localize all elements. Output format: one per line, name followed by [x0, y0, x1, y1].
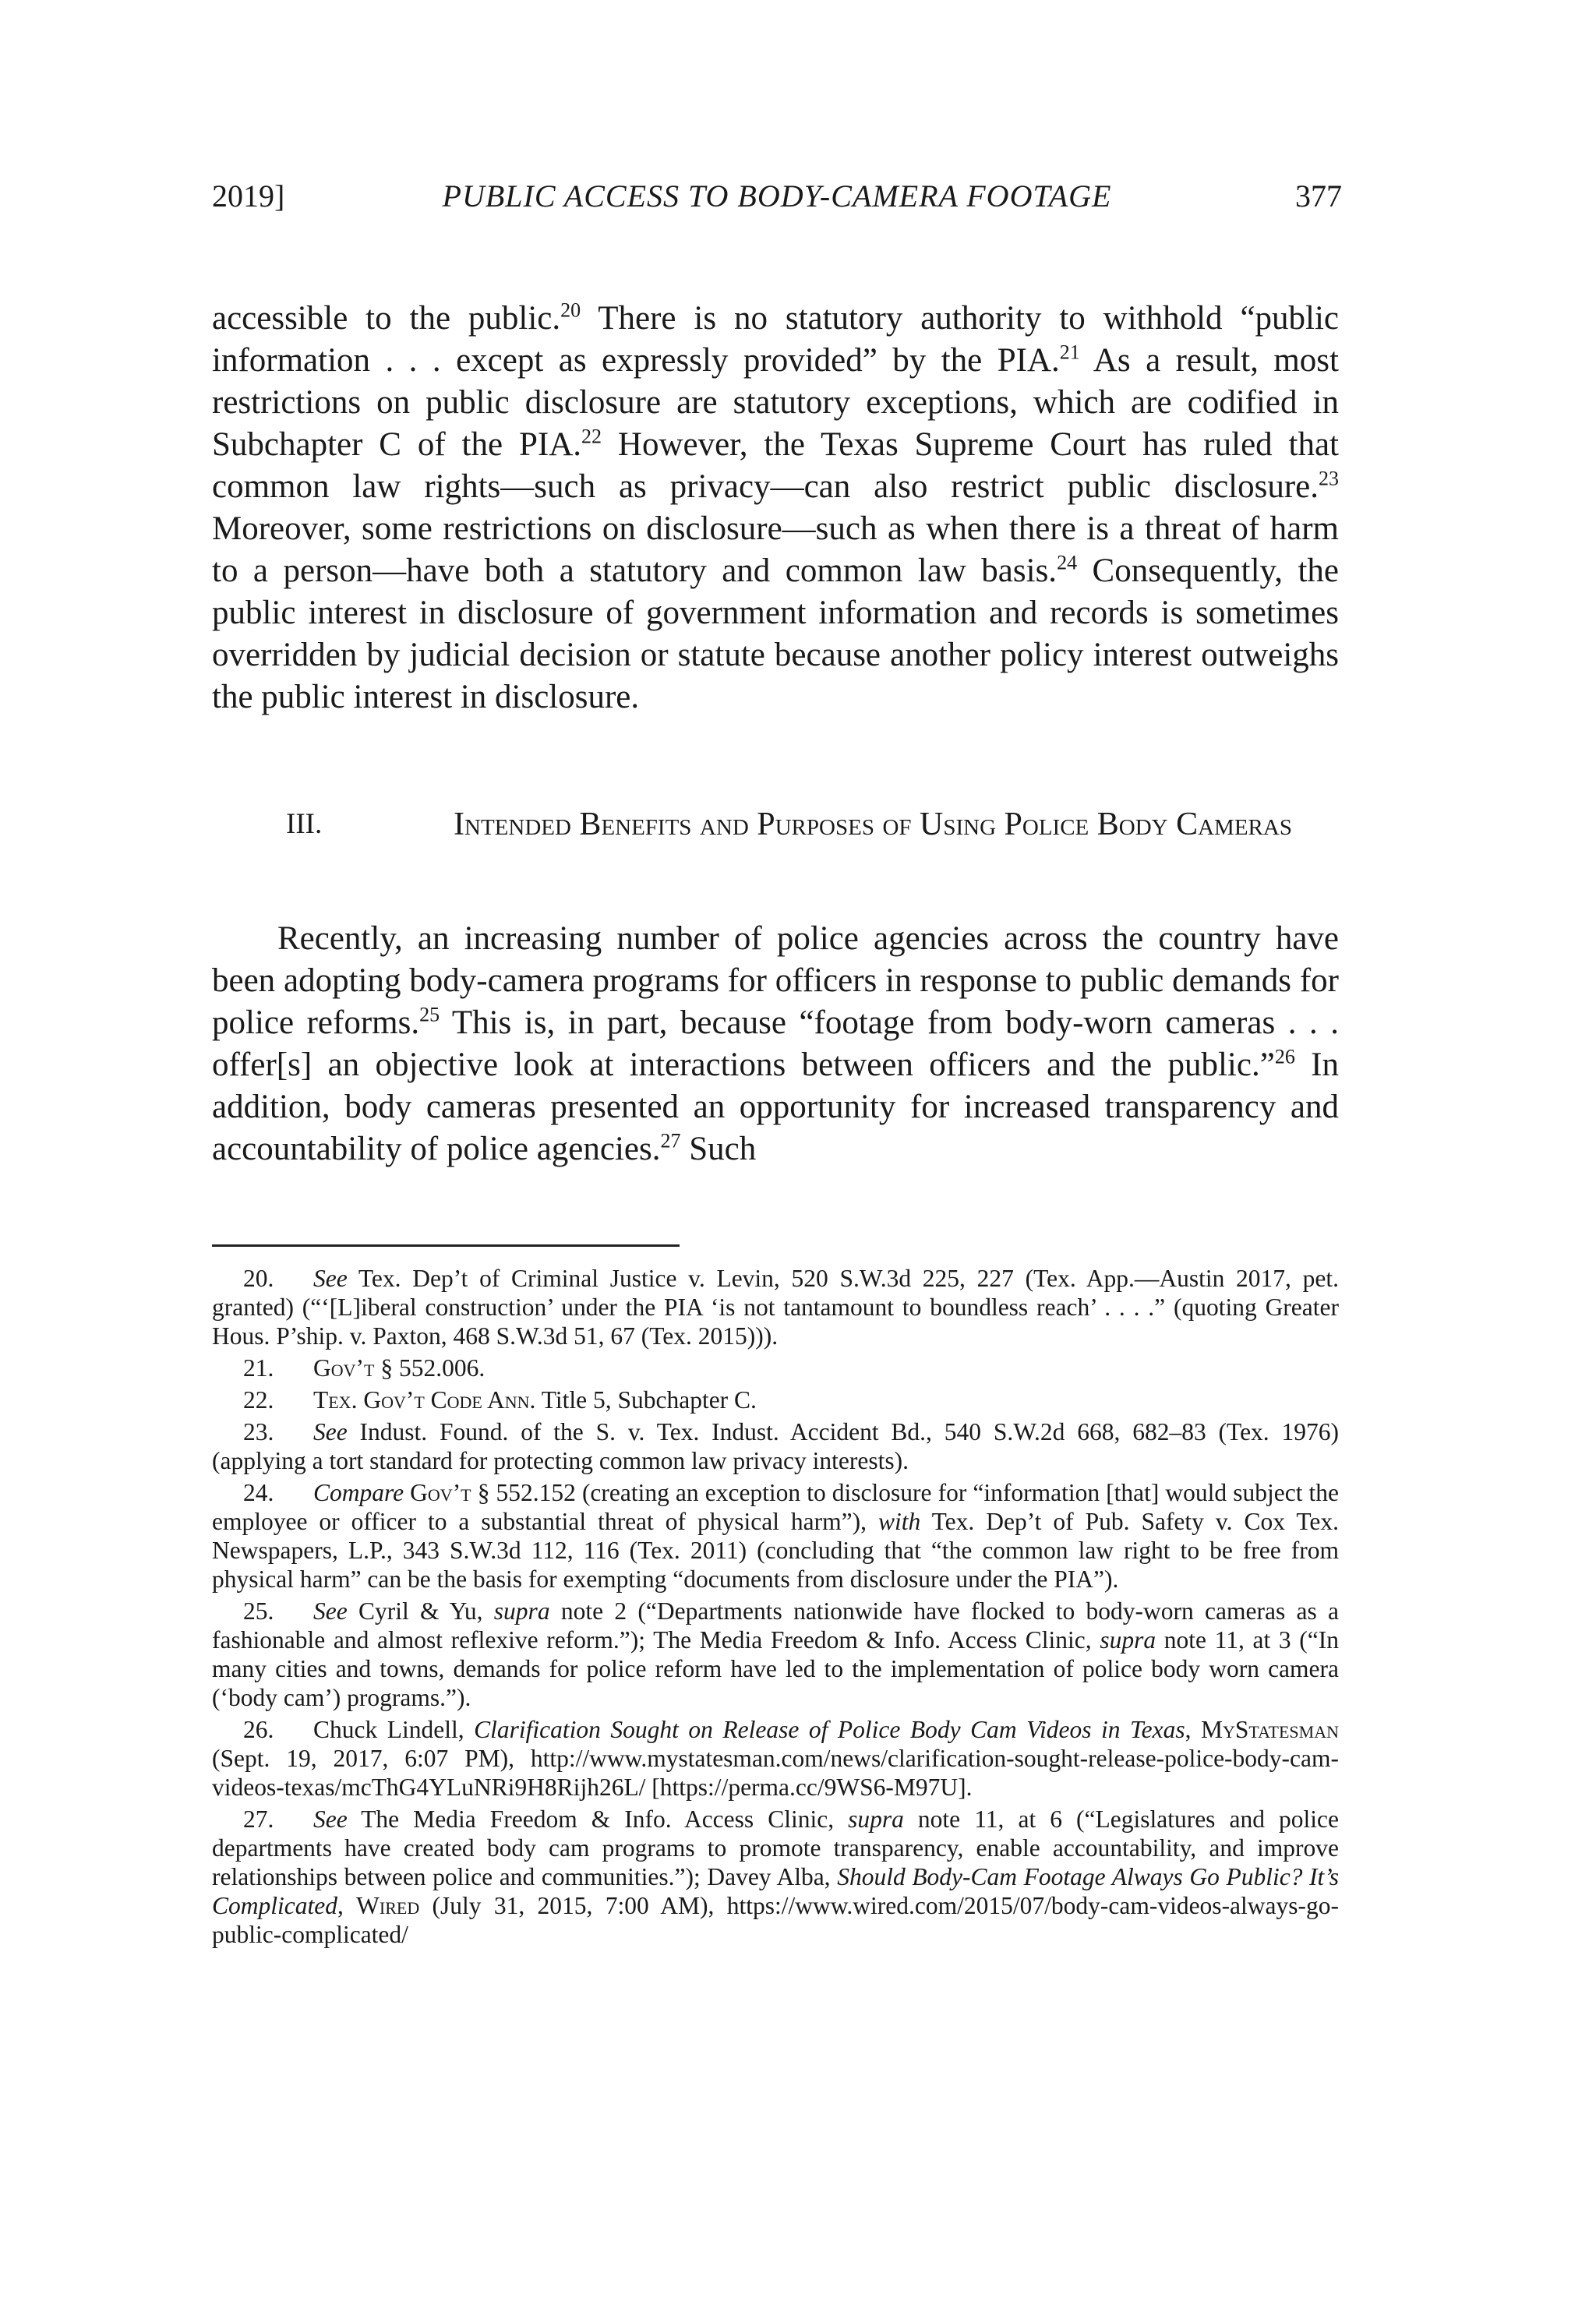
footnote-ref-20[interactable]: 20 — [560, 298, 581, 322]
page-number: 377 — [1295, 178, 1342, 214]
footnote-21: 21. Gov’t § 552.006. — [243, 1354, 486, 1382]
footnote-ref-24[interactable]: 24 — [1057, 551, 1078, 574]
footnote-ref-25[interactable]: 25 — [419, 1003, 440, 1026]
section-number: III. — [286, 808, 323, 840]
footnote-23: 23. See Indust. Found. of the S. v. Tex. Indust. Accident Bd., 540 S.W.2d 668, 682–83 (Tex. 1976) (applying a tort standard for protecting common law privacy interests). — [212, 1418, 1339, 1474]
section-heading — [212, 803, 1339, 846]
section-title: Intended Benefits and Purposes of Using Police Body Cameras — [454, 807, 1292, 842]
footnote-22: 22. Tex. Gov’t Code Ann. Title 5, Subchapter C. — [243, 1386, 757, 1414]
footnote-ref-23[interactable]: 23 — [1319, 467, 1339, 490]
footnote-26: 26. Chuck Lindell, Clarification Sought on Release of Police Body Cam Videos in Texas, MyStatesman (Sept. 19, 2017, 6:07 PM), http://www.mystatesman.com/news/clarification-sought-release-police-body-cam-videos-texas/mcThG4YLuNRi9H8Rijh26L/ [https://perma.cc/9WS6-M97U]. — [212, 1716, 1339, 1801]
footnote-24: 24. Compare Gov’t § 552.152 (creating an exception to disclosure for “information [that] would subject the employee or officer to a substantial threat of physical harm”), with Tex. Dep’t of Pub. Safety v. Cox Tex. Newspapers, L.P., 343 S.W.3d 112, 116 (Tex. 2011) (concluding that “the common law right to be free from physical harm” can be the basis for exempting “documents from disclosure under the PIA”). — [212, 1479, 1340, 1593]
running-header — [212, 178, 1342, 224]
header-title: PUBLIC ACCESS TO BODY-CAMERA FOOTAGE — [442, 178, 1112, 214]
footnotes — [212, 1264, 1339, 1952]
body-paragraph-2: Recently, an increasing number of police agencies across the country have been adopting body-camera programs for officers in response to public demands for police reforms.$^{25}$ This is, in part, because “footage from body-worn cameras . . . offer[s] an objective look at interactions between officers and the public.”$^{26}$ In addition, body cameras presented an opportunity for increased transparency and accountability of police agencies.$^{27}$ Such — [212, 920, 1339, 1167]
header-year: 2019] — [212, 178, 285, 214]
footnote-20: 20. See Tex. Dep’t of Criminal Justice v. Levin, 520 S.W.3d 225, 227 (Tex. App.—Austin 2017, pet. granted) (“‘[L]iberal construction’ under the PIA ‘is not tantamount to boundless reach’ . . . .” (quoting Greater Hous. P’ship. v. Paxton, 468 S.W.3d 51, 67 (Tex. 2015))). — [212, 1265, 1339, 1350]
body-paragraph-1: accessible to the public.$^{20}$ There is no statutory authority to withhold “public information . . . except as expressly provided” by the PIA.$^{21}$ As a result, most restrictions on public disclosure are statutory exceptions, which are codified in Subchapter C of the PIA.$^{22}$ However, the Texas Supreme Court has ruled that common law rights—such as privacy—can also restrict public disclosure.$^{23}$ Moreover, some restrictions on disclosure—such as when there is a threat of harm to a person—have both a statutory and common law basis.$^{24}$ Consequently, the public interest in disclosure of government information and records is sometimes overridden by judicial decision or statute because another policy interest outweighs the public interest in disclosure. — [212, 298, 1340, 715]
footnote-ref-26[interactable]: 26 — [1274, 1045, 1295, 1068]
footnote-25: 25. See Cyril & Yu, supra note 2 (“Departments nationwide have flocked to body-worn cameras as a fashionable and almost reflexive reform.”); The Media Freedom & Info. Access Clinic, supra note 11, at 3 (“In many cities and towns, demands for police reform have led to the implementation of police body worn camera (‘body cam’) programs.”). — [212, 1597, 1339, 1711]
footnote-divider — [212, 1244, 680, 1247]
footnote-ref-27[interactable]: 27 — [660, 1129, 681, 1152]
footnote-ref-22[interactable]: 22 — [581, 425, 602, 448]
footnote-27: 27. See The Media Freedom & Info. Access Clinic, supra note 11, at 6 (“Legislatures and police departments have created body cam programs to promote transparency, enable accountability, and improve relationships between police and communities.”); Davey Alba, Should Body-Cam Footage Always Go Public? It’s Complicated, Wired (July 31, 2015, 7:00 AM), https://www.wired.com/2015/07/body-cam-videos-always-go-public-complicated/ — [212, 1805, 1340, 1948]
footnote-ref-21[interactable]: 21 — [1059, 341, 1080, 364]
